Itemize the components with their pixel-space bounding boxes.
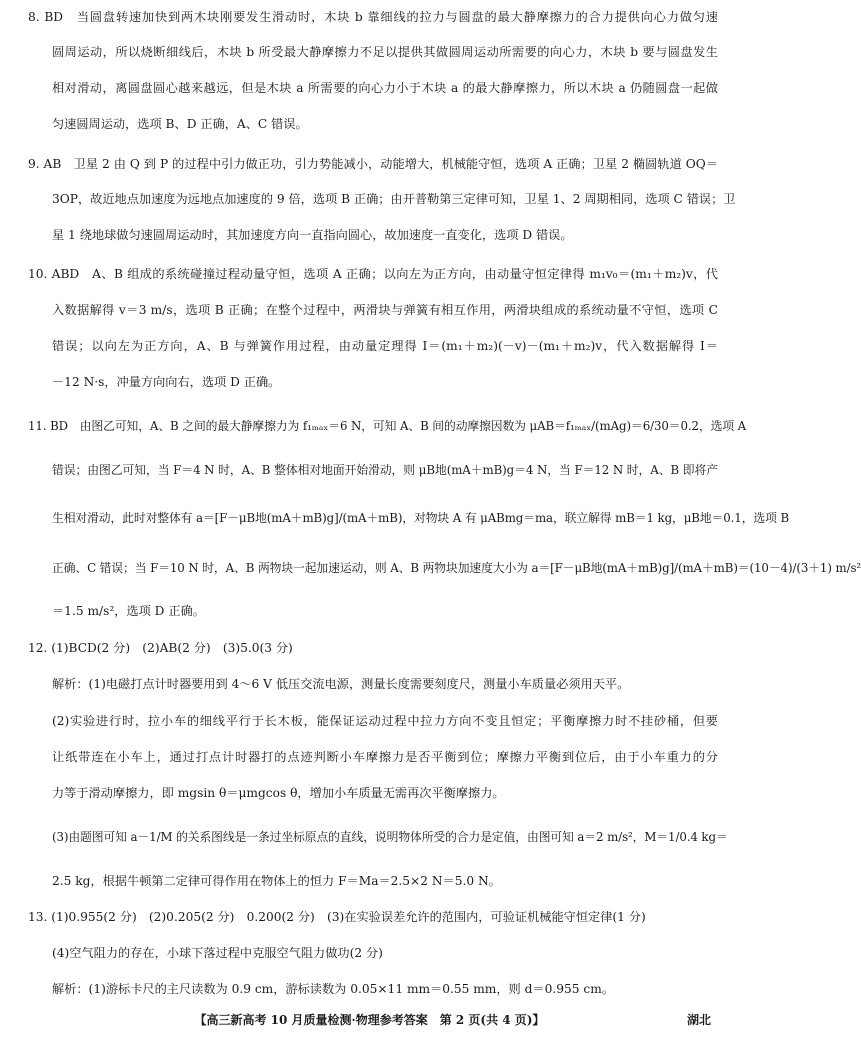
text-line: 错误；由图乙可知，当 F＝4 N 时，A、B 整体相对地面开始滑动，则 μB地(mA＋mB)g＝4 N，当 F＝12 N 时，A、B 即将产 [52,463,718,477]
text-line: (2)实验进行时，拉小车的细线平行于长木板，能保证运动过程中拉力方向不变且恒定；平衡摩擦力时不挂砂桶，但要 [52,714,718,728]
text-line: 错误；以向左为正方向，A、B 与弹簧作用过程，由动量定理得 I＝(m₁＋m₂)(－v)－(m₁＋m₂)v，代入数据解得 I＝ [52,339,718,353]
footer-title: 【高三新高考 10 月质量检测·物理参考答案 第 2 页(共 4 页)】 [194,1013,545,1027]
text-line: 正确、C 错误；当 F＝10 N 时，A、B 两物块一起加速运动，则 A、B 两物块加速度大小为 a＝[F－μB地(mA＋mB)g]/(mA＋mB)＝(10－4)/(3＋1) m/s² [52,561,861,575]
text-line: 相对滑动，离圆盘圆心越来越远，但是木块 a 所需要的向心力小于木块 a 的最大静摩擦力，所以木块 a 仍随圆盘一起做 [52,81,718,95]
text-line: 10. ABD A、B 组成的系统碰撞过程动量守恒，选项 A 正确；以向左为正方向，由动量守恒定律得 m₁v₀＝(m₁＋m₂)v，代 [28,267,718,281]
text-line: 解析：(1)电磁打点计时器要用到 4～6 V 低压交流电源，测量长度需要刻度尺，测量小车质量必须用天平。 [52,677,630,691]
text-line: －12 N·s，冲量方向向右，选项 D 正确。 [52,375,281,389]
text-line: 生相对滑动，此时对整体有 a＝[F－μB地(mA＋mB)g]/(mA＋mB)，对物块 A 有 μABmg＝ma，联立解得 mB＝1 kg，μB地＝0.1，选项 B [52,511,790,525]
text-line: 圆周运动，所以烧断细线后，木块 b 所受最大静摩擦力不足以提供其做圆周运动所需要的向心力，木块 b 要与圆盘发生 [52,45,718,59]
page-footer [0,1012,739,1028]
text-line: 12. (1)BCD(2 分) (2)AB(2 分) (3)5.0(3 分) [28,641,293,655]
text-line: 13. (1)0.955(2 分) (2)0.205(2 分) 0.200(2 分) (3)在实验误差允许的范围内，可验证机械能守恒定律(1 分) [28,910,646,924]
text-line: 2.5 kg，根据牛顿第二定律可得作用在物体上的恒力 F＝Ma＝2.5×2 N＝5.0 N。 [52,874,501,888]
text-line: 3OP，故近地点加速度为远地点加速度的 9 倍，选项 B 正确；由开普勒第三定律可知，卫星 1、2 周期相同，选项 C 错误；卫 [52,192,736,206]
text-line: 11. BD 由图乙可知，A、B 之间的最大静摩擦力为 f₁ₘₐₓ＝6 N，可知 A、B 间的动摩擦因数为 μAB＝f₁ₘₐₓ/(mAg)＝6/30＝0.2，选项 A [28,419,747,433]
text-line: 力等于滑动摩擦力，即 mgsin θ＝μmgcos θ，增加小车质量无需再次平衡摩擦力。 [52,786,505,800]
text-line: 8. BD 当圆盘转速加快到两木块刚要发生滑动时，木块 b 靠细线的拉力与圆盘的最大静摩擦力的合力提供向心力做匀速 [28,10,718,24]
footer-region: 湖北 [686,1013,711,1027]
text-line: 解析：(1)游标卡尺的主尺读数为 0.9 cm，游标读数为 0.05×11 mm＝0.55 mm，则 d＝0.955 cm。 [52,982,614,996]
text-line: ＝1.5 m/s²，选项 D 正确。 [52,604,205,618]
text-line: (3)由题图可知 a－1/M 的关系图线是一条过坐标原点的直线，说明物体所受的合力是定值，由图可知 a＝2 m/s²，M＝1/0.4 kg＝ [52,830,728,844]
text-line: 入数据解得 v＝3 m/s，选项 B 正确；在整个过程中，两滑块与弹簧有相互作用，两滑块组成的系统动量不守恒，选项 C [52,303,718,317]
text-line: 匀速圆周运动，选项 B、D 正确，A、C 错误。 [52,117,308,131]
text-line: 让纸带连在小车上，通过打点计时器打的点迹判断小车摩擦力是否平衡到位；摩擦力平衡到位后，由于小车重力的分 [52,750,718,764]
text-line: 星 1 绕地球做匀速圆周运动时，其加速度方向一直指向圆心，故加速度一直变化，选项 D 错误。 [52,228,573,242]
text-line: 9. AB 卫星 2 由 Q 到 P 的过程中引力做正功，引力势能减小，动能增大，机械能守恒，选项 A 正确；卫星 2 椭圆轨道 OQ＝ [28,157,718,171]
text-line: (4)空气阻力的存在，小球下落过程中克服空气阻力做功(2 分) [52,946,383,960]
